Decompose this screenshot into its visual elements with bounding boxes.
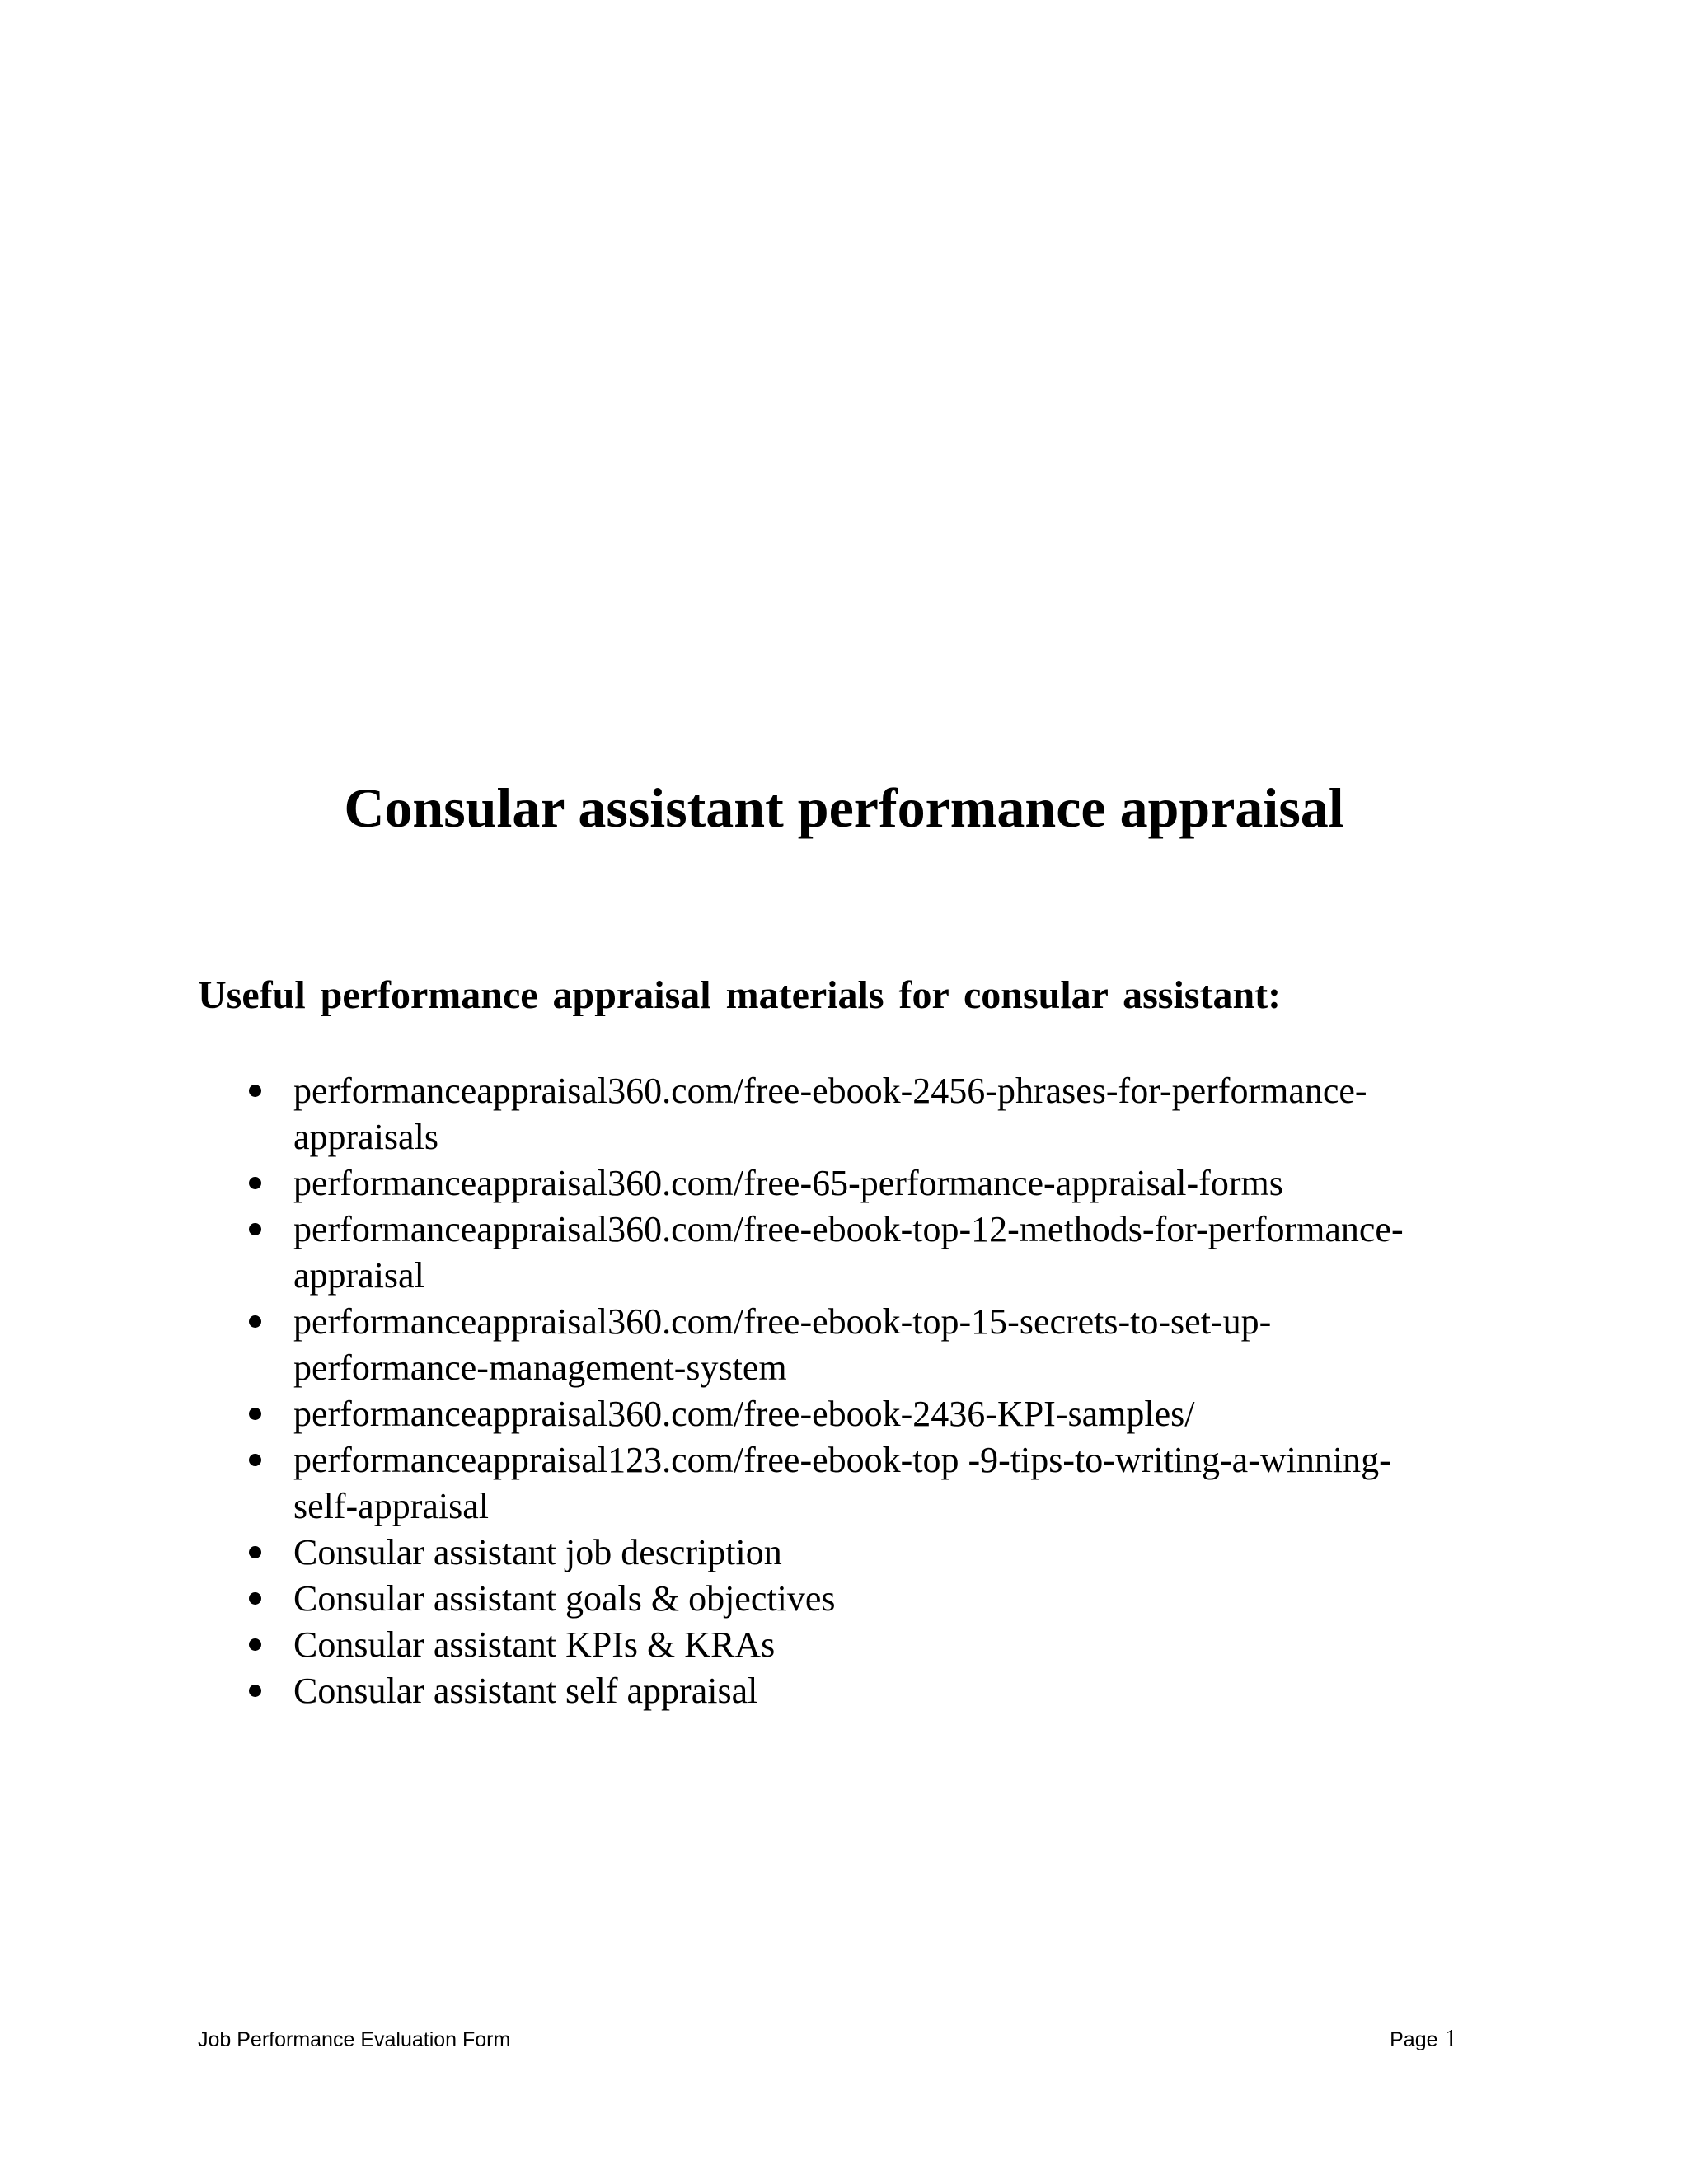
bullet-icon: [249, 1085, 261, 1097]
list-item: [198, 1207, 1484, 1299]
list-item-text: Consular assistant self appraisal: [293, 1671, 758, 1711]
bullet-icon: [249, 1592, 261, 1605]
list-item-text: Consular assistant KPIs & KRAs: [293, 1624, 776, 1665]
bullet-icon: [249, 1685, 261, 1697]
materials-list: [198, 1068, 1484, 1714]
list-item-text: performanceappraisal360.com/free-ebook-top-15-secrets-to-set-up- performance-management-system: [293, 1301, 1272, 1388]
list-item-text: performanceappraisal360.com/free-ebook-2436-KPI-samples/: [293, 1394, 1195, 1434]
list-item: [198, 1160, 1484, 1207]
materials-heading: Useful performance appraisal materials for consular assistant:: [198, 973, 1282, 1017]
bullet-icon: [249, 1546, 261, 1558]
bullet-icon: [249, 1454, 261, 1466]
document-title: Consular assistant performance appraisal: [344, 776, 1344, 839]
list-item: [198, 1530, 1484, 1576]
list-item: [198, 1622, 1484, 1668]
list-item-text: Consular assistant job description: [293, 1532, 782, 1572]
list-item: [198, 1668, 1484, 1714]
footer-page-number: 1: [1444, 2023, 1457, 2052]
footer-page-indicator: [1390, 2023, 1457, 2055]
list-item-text: performanceappraisal360.com/free-65-performance-appraisal-forms: [293, 1163, 1283, 1203]
list-item: [198, 1437, 1484, 1530]
footer-form-name: Job Performance Evaluation Form: [198, 2028, 511, 2051]
list-item-text: performanceappraisal123.com/free-ebook-top -9-tips-to-writing-a-winning- self-appraisal: [293, 1440, 1391, 1526]
list-item-text: performanceappraisal360.com/free-ebook-2456-phrases-for-performance- appraisals: [293, 1071, 1367, 1157]
bullet-icon: [249, 1315, 261, 1328]
list-item: [198, 1391, 1484, 1437]
bullet-icon: [249, 1638, 261, 1651]
list-item: [198, 1576, 1484, 1622]
list-item-text: Consular assistant goals & objectives: [293, 1578, 836, 1619]
list-item: [198, 1299, 1484, 1391]
bullet-icon: [249, 1223, 261, 1235]
footer-page-label: Page: [1390, 2028, 1438, 2051]
list-item: [198, 1068, 1484, 1160]
bullet-icon: [249, 1177, 261, 1189]
list-item-text: performanceappraisal360.com/free-ebook-top-12-methods-for-performance- appraisal: [293, 1209, 1404, 1296]
bullet-icon: [249, 1408, 261, 1420]
